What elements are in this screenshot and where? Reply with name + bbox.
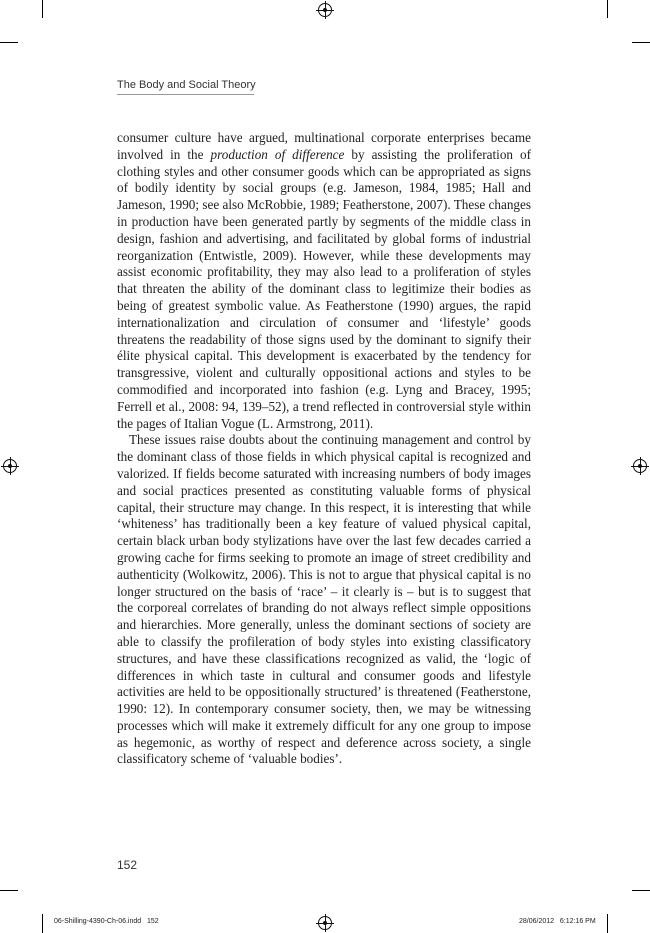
paragraph-2: These issues raise doubts about the continuing management and control by the dominant class of those fields in which physical capital is recognized and valorized. If fields become saturated with increasing numbers of body images and social practices presented as constituting valuable forms of physical capital, their structure may change. In this respect, it is interesting that while ‘whiteness’ has traditionally been a key feature of valued physical capital, certain black urban body stylizations have over the last few decades carried a growing cache for firms seeking to promote an image of street credibility and authenticity (Wolkowitz, 2006). This is not to argue that physical capital is no longer structured on the basis of ‘race’ – it clearly is – but is to suggest that the corporeal correlates of branding do not always reflect simple oppositions and hierarchies. More generally, unless the dominant sections of society are able to classify the profileration of body styles into existing classificatory structures, and have these classifications recognized as valid, the ‘logic of differences in which taste in cultural and consumer goods and lifestyle activities are held to be oppositionally structured’ is threatened (Featherstone, 1990: 12). In contemporary consumer society, then, we may be witnessing processes which will make it extremely difficult for any one group to impose as hegemonic, as worthy of respect and deference across society, a single classificatory scheme of ‘valuable bodies’. — [117, 432, 531, 767]
emphasis-production-of-difference: production of difference — [210, 146, 345, 162]
crop-mark — [607, 0, 608, 18]
slug-date-info: 28/06/2012 6:12:16 PM — [519, 918, 596, 925]
paragraph-1-rest: by assisting the proliferation of clothing styles and other consumer goods which can be appropriated as signs of bodily identity by social groups (e.g. Jameson, 1984, 1985; Hall and Jameson, 1990; see also McRobbie, 1989; Featherstone, 2007). These changes in production have been generated partly by segments of the middle class in design, fashion and advertising, and facilitated by global forms of industrial reorganization (Entwistle, 2009). However, while these developments may assist economic profitability, they may also lead to a proliferation of styles that threaten the ability of the dominant class to legitimize their bodies as being of greatest symbolic value. As Featherstone (1990) argues, the rapid internationalization and circulation of consumer and ‘lifestyle’ goods threatens the readability of those signs used by the dominant to signify their élite physical capital. This development is exacerbated by the tendency for transgressive, violent and culturally oppositional actions and styles to be commodified and incorporated into fashion (e.g. Lyng and Bracey, 1995; Ferrell et al., 2008: 94, 139–52), a trend reflected in controversial style within the pages of Italian Vogue (L. Armstrong, 2011). — [117, 146, 531, 431]
registration-mark-icon — [3, 459, 17, 473]
crop-mark — [0, 890, 18, 891]
crop-mark — [42, 914, 43, 933]
crop-mark — [0, 42, 18, 43]
paragraph-1-start: consumer culture have argued, multinational corporate enterprises became involved in the — [117, 130, 531, 162]
slug-file-info: 06-Shilling-4390-Ch-06.indd 152 — [54, 918, 159, 925]
registration-mark-icon — [318, 916, 332, 930]
paragraph-1 — [117, 130, 531, 432]
body-text — [117, 130, 531, 768]
crop-mark — [632, 890, 650, 891]
crop-mark — [632, 42, 650, 43]
page-number: 152 — [117, 858, 138, 872]
running-head-rule — [117, 94, 254, 95]
crop-mark — [607, 914, 608, 933]
registration-mark-icon — [633, 459, 647, 473]
crop-mark — [42, 0, 43, 18]
running-head: The Body and Social Theory — [117, 79, 256, 91]
registration-mark-icon — [318, 3, 332, 17]
